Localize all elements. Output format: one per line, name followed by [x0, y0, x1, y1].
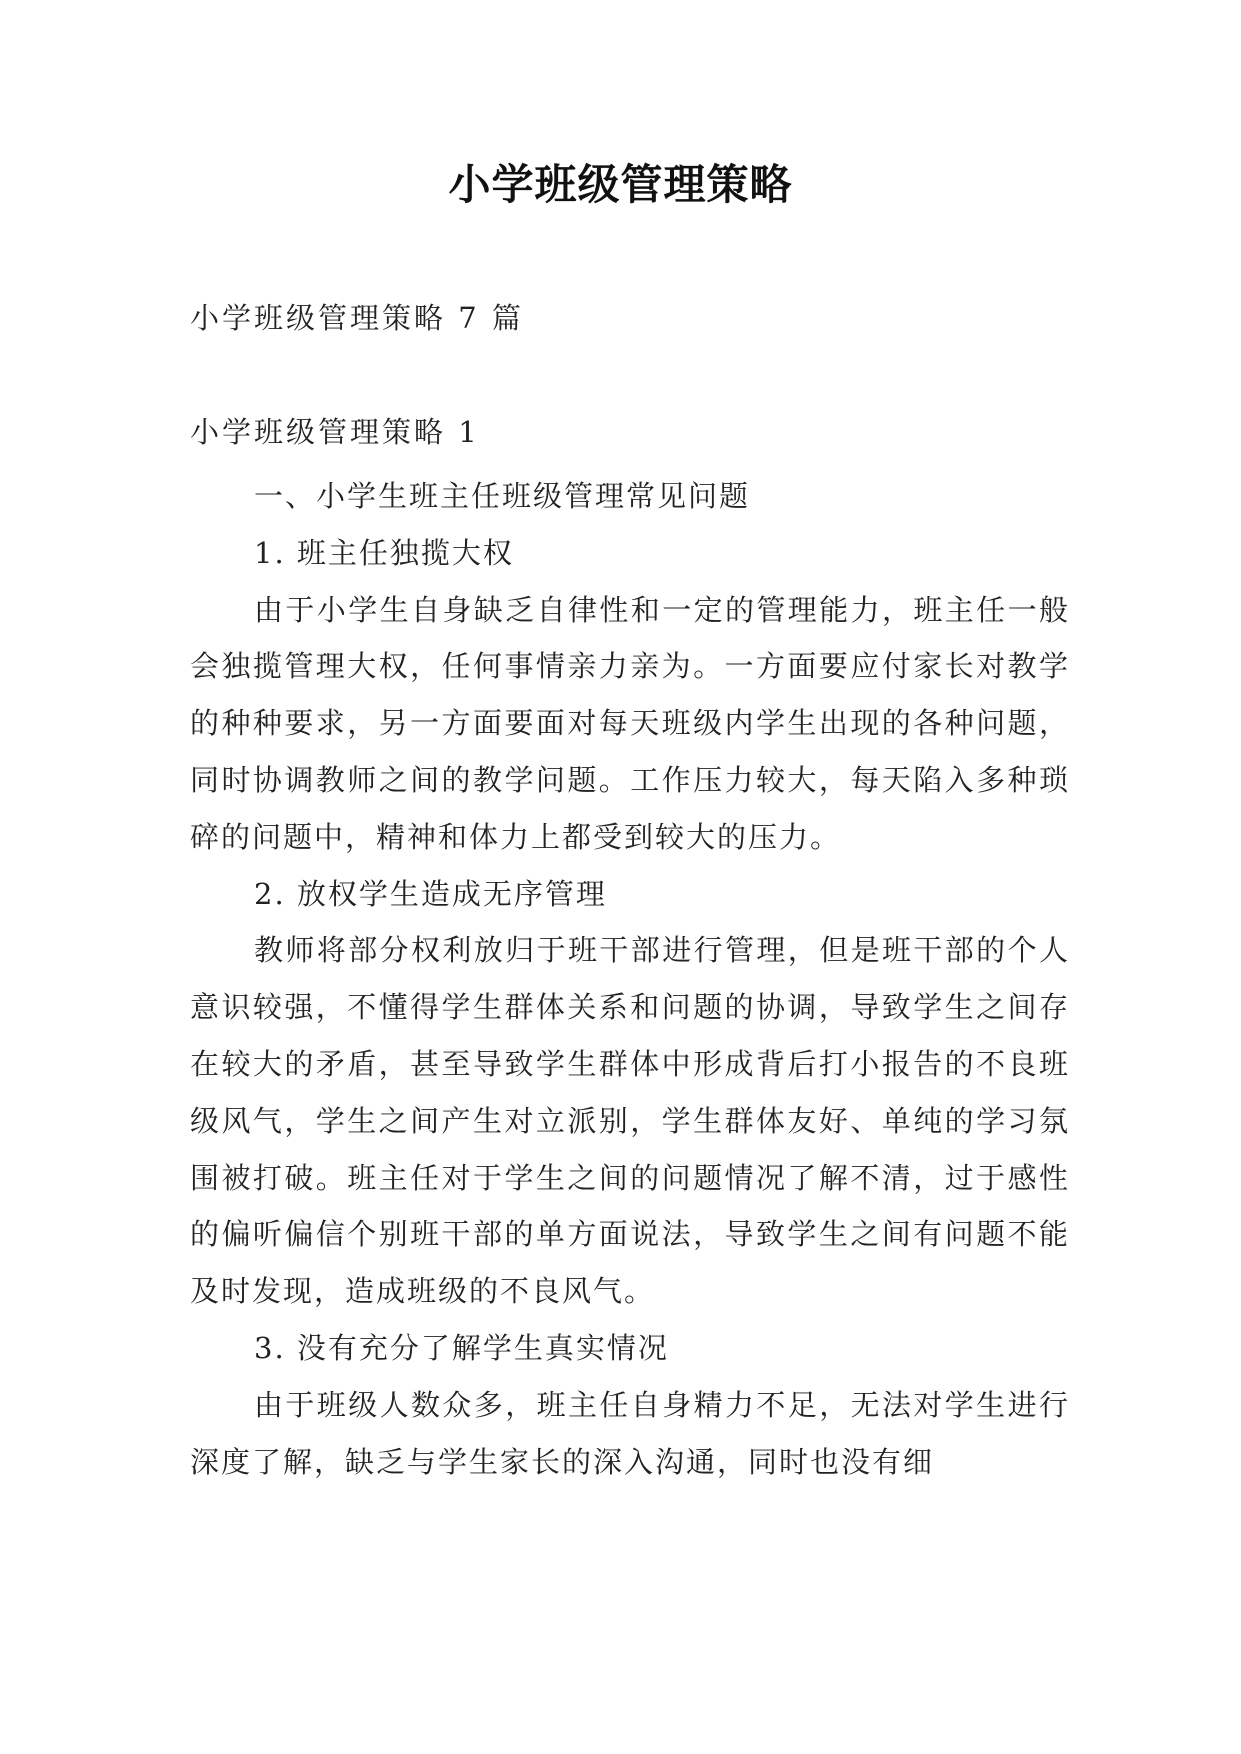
- body-paragraph: 由于小学生自身缺乏自律性和一定的管理能力，班主任一般会独揽管理大权，任何事情亲力亲为。一方面要应付家长对教学的种种要求，另一方面要面对每天班级内学生出现的各种问题，同时协调教师之间的教学问题。工作压力较大，每天陷入多种琐碎的问题中，精神和体力上都受到较大的压力。: [190, 592, 1070, 854]
- subsection-heading: 2. 放权学生造成无序管理: [254, 876, 607, 911]
- body-paragraph: 由于班级人数众多，班主任自身精力不足，无法对学生进行深度了解，缺乏与学生家长的深入沟通，同时也没有细: [190, 1387, 1070, 1479]
- body-paragraph: 教师将部分权利放归于班干部进行管理，但是班干部的个人意识较强，不懂得学生群体关系和问题的协调，导致学生之间存在较大的矛盾，甚至导致学生群体中形成背后打小报告的不良班级风气，学生之间产生对立派别，学生群体友好、单纯的学习氛围被打破。班主任对于学生之间的问题情况了解不清，过于感性的偏听偏信个别班干部的单方面说法，导致学生之间有问题不能及时发现，造成班级的不良风气。: [190, 933, 1070, 1309]
- document-title: 小学班级管理策略: [448, 160, 793, 209]
- section-heading: 一、小学生班主任班级管理常见问题: [254, 479, 751, 513]
- subsection-heading: 3. 没有充分了解学生真实情况: [254, 1330, 669, 1365]
- section-title: 小学班级管理策略 1: [190, 415, 480, 449]
- document-subtitle: 小学班级管理策略 7 篇: [190, 301, 524, 335]
- document-body: [190, 468, 1070, 1490]
- subsection-heading: 1. 班主任独揽大权: [254, 535, 514, 570]
